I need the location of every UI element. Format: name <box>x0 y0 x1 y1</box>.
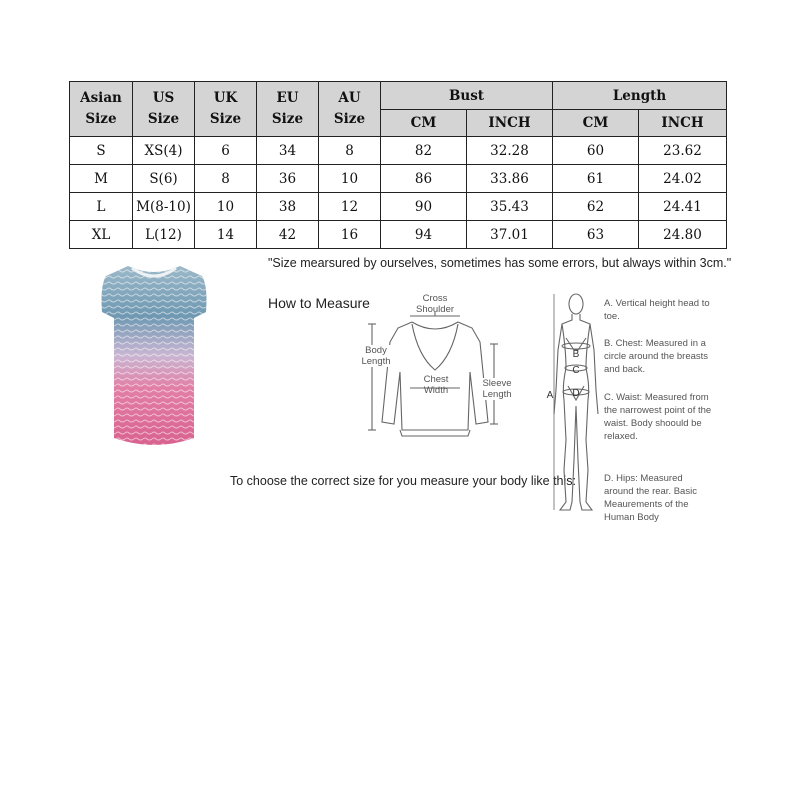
table-cell: M(8-10) <box>133 193 195 221</box>
size-chart-table <box>69 81 727 249</box>
product-tshirt-image <box>98 262 210 454</box>
table-cell: XL <box>70 221 133 249</box>
body-figure-diagram <box>548 290 602 520</box>
table-cell: 8 <box>195 165 257 193</box>
table-cell: 63 <box>553 221 639 249</box>
table-row <box>70 165 727 193</box>
table-cell: 8 <box>319 137 381 165</box>
label-chest-width: Chest Width <box>423 374 449 396</box>
header-length-cm: CM <box>553 110 639 137</box>
table-cell: 10 <box>195 193 257 221</box>
table-cell: M <box>70 165 133 193</box>
table-cell: 37.01 <box>467 221 553 249</box>
header-uk-size: UK Size <box>195 82 257 137</box>
table-cell: 16 <box>319 221 381 249</box>
label-cross-shoulder: Cross Shoulder <box>415 293 455 315</box>
table-cell: L <box>70 193 133 221</box>
size-disclaimer-note: "Size mearsured by ourselves, sometimes has some errors, but always within 3cm." <box>268 256 732 270</box>
header-eu-size: EU Size <box>257 82 319 137</box>
table-cell: 82 <box>381 137 467 165</box>
desc-b-chest: B. Chest: Measured in a circle around the breasts and back. <box>604 338 709 375</box>
body-letter-d: D <box>572 388 580 399</box>
table-cell: 86 <box>381 165 467 193</box>
header-length: Length <box>553 82 727 110</box>
table-cell: 94 <box>381 221 467 249</box>
table-cell: 60 <box>553 137 639 165</box>
table-cell: L(12) <box>133 221 195 249</box>
body-letter-c: C <box>572 365 580 376</box>
table-cell: 38 <box>257 193 319 221</box>
body-letter-b: B <box>572 349 580 360</box>
body-letter-a: A <box>546 390 554 401</box>
table-cell: S(6) <box>133 165 195 193</box>
table-cell: XS(4) <box>133 137 195 165</box>
label-sleeve-length: Sleeve Length <box>476 378 518 400</box>
how-to-measure-title: How to Measure <box>268 295 370 311</box>
table-row <box>70 193 727 221</box>
table-cell: 6 <box>195 137 257 165</box>
header-bust-inch: INCH <box>467 110 553 137</box>
header-us-size: US Size <box>133 82 195 137</box>
label-body-length: Body Length <box>358 345 394 367</box>
table-cell: 36 <box>257 165 319 193</box>
table-cell: 24.41 <box>639 193 727 221</box>
header-bust-cm: CM <box>381 110 467 137</box>
header-length-inch: INCH <box>639 110 727 137</box>
table-cell: 61 <box>553 165 639 193</box>
desc-d-hips: D. Hips: Measured around the rear. Basic Meaurements of the Human Body <box>604 473 697 523</box>
table-cell: 33.86 <box>467 165 553 193</box>
table-cell: 35.43 <box>467 193 553 221</box>
table-row <box>70 221 727 249</box>
table-cell: 14 <box>195 221 257 249</box>
desc-a-height: A. Vertical height head to toe. <box>604 298 710 322</box>
table-row <box>70 137 727 165</box>
table-cell: 90 <box>381 193 467 221</box>
table-cell: 12 <box>319 193 381 221</box>
table-cell: 42 <box>257 221 319 249</box>
table-cell: 24.80 <box>639 221 727 249</box>
desc-c-waist: C. Waist: Measured from the narrowest point of the waist. Body shoould be relaxed. <box>604 392 712 442</box>
measure-instruction: To choose the correct size for you measure your body like this: <box>230 474 576 488</box>
table-cell: 62 <box>553 193 639 221</box>
table-cell: 23.62 <box>639 137 727 165</box>
header-bust: Bust <box>381 82 553 110</box>
header-asian-size: Asian Size <box>70 82 133 137</box>
table-cell: 32.28 <box>467 137 553 165</box>
table-cell: 34 <box>257 137 319 165</box>
table-cell: 24.02 <box>639 165 727 193</box>
table-cell: 10 <box>319 165 381 193</box>
table-cell: S <box>70 137 133 165</box>
header-au-size: AU Size <box>319 82 381 137</box>
